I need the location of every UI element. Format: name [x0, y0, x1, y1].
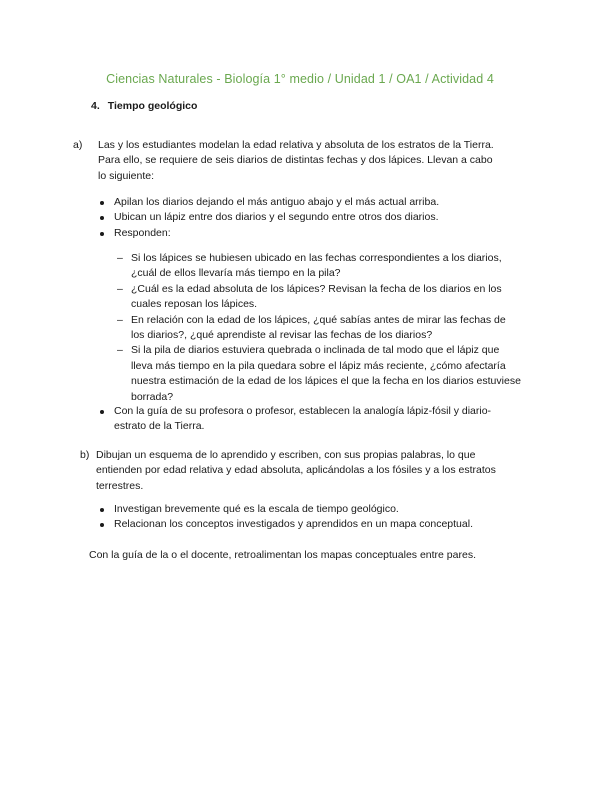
- list-item: Ubican un lápiz entre dos diarios y el segundo entre otros dos diarios.: [114, 210, 506, 225]
- bullet-icon: [100, 201, 104, 205]
- section-title: [91, 100, 197, 112]
- dash-icon: –: [117, 252, 123, 264]
- part-a-question-list: [117, 251, 521, 405]
- part-b-bullet-list: [114, 502, 506, 533]
- bullet-icon: [100, 410, 104, 414]
- list-item: Con la guía de su profesora o profesor, establecen la analogía lápiz-fósil y diario-estrato de la Tierra.: [114, 404, 506, 435]
- list-item: Responden:: [114, 226, 506, 241]
- list-item: Apilan los diarios dejando el más antiguo abajo y el más actual arriba.: [114, 195, 506, 210]
- bullet-icon: [100, 232, 104, 236]
- list-item: – ¿Cuál es la edad absoluta de los lápices? Revisan la fecha de los diarios en los cuales reposan los lápices.: [117, 282, 502, 311]
- dash-icon: –: [117, 282, 123, 295]
- dash-icon: –: [117, 313, 123, 326]
- part-a-final-bullet: [114, 404, 506, 435]
- list-item: Relacionan los conceptos investigados y aprendidos en un mapa conceptual.: [114, 517, 506, 532]
- list-item: – Si la pila de diarios estuviera quebrada o inclinada de tal modo que el lápiz que lleva más tiempo en la pila quedara sobre el lápiz más reciente, ¿cómo afectaría nuestra estimación de la edad de los lápices el que la fecha en los diarios estuviese borrada?: [117, 344, 521, 403]
- part-b-intro: Dibujan un esquema de lo aprendido y escriben, con sus propias palabras, lo que entienden por edad relativa y edad absoluta, aplicándolas a los fósiles y a los estratos terrestres.: [96, 449, 496, 492]
- part-b-marker: b): [80, 449, 90, 461]
- part-a-marker: a): [73, 139, 83, 151]
- list-item: Investigan brevemente qué es la escala de tiempo geológico.: [114, 502, 506, 517]
- dash-icon: –: [117, 344, 123, 357]
- bullet-icon: [100, 216, 104, 220]
- closing-paragraph: Con la guía de la o el docente, retroalimentan los mapas conceptuales entre pares.: [89, 549, 476, 561]
- section-title-text: Tiempo geológico: [107, 100, 198, 112]
- bullet-icon: [100, 523, 104, 527]
- list-item: – Si los lápices se hubiesen ubicado en las fechas correspondientes a los diarios, ¿cuál de ellos llevaría más tiempo en la pila?: [117, 252, 502, 280]
- bullet-icon: [100, 508, 104, 512]
- part-a-intro: Las y los estudiantes modelan la edad relativa y absoluta de los estratos de la Tierra. Para ello, se requiere de seis diarios de distintas fechas y dos lápices. Llevan a cabo lo siguiente:: [98, 139, 494, 182]
- page-header-breadcrumb: Ciencias Naturales - Biología 1° medio / Unidad 1 / OA1 / Actividad 4: [106, 72, 494, 86]
- list-item: – En relación con la edad de los lápices, ¿qué sabías antes de mirar las fechas de los diarios?, ¿qué aprendiste al revisar las fechas de los diarios?: [117, 313, 506, 342]
- section-number: 4.: [91, 100, 100, 112]
- part-a-bullet-list: [114, 195, 506, 241]
